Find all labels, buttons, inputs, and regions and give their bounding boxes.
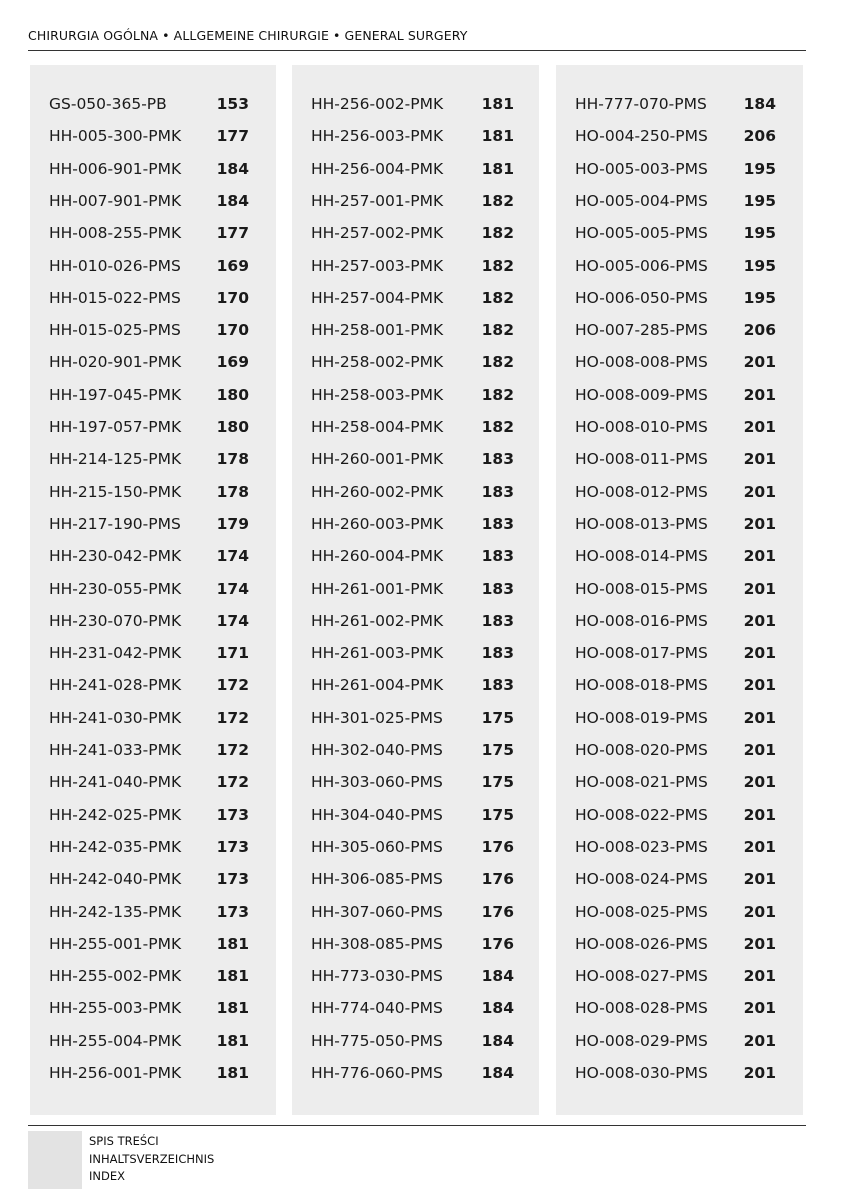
- index-entry: [556, 740, 803, 760]
- page-number: 182: [481, 418, 514, 436]
- page-number: 171: [216, 644, 249, 663]
- index-entry: [556, 579, 803, 599]
- index-entry: [556, 772, 803, 792]
- product-code: HH-261-004-PMK: [311, 676, 444, 695]
- product-code: HO-008-023-PMS: [575, 837, 708, 856]
- product-code: HO-008-016-PMS: [575, 611, 708, 630]
- index-entry: [556, 708, 803, 728]
- index-entry: [30, 998, 276, 1018]
- index-entry: [292, 675, 539, 695]
- product-code: HO-005-004-PMS: [575, 191, 708, 210]
- index-column-2: [292, 65, 539, 1115]
- index-entry: [556, 191, 803, 211]
- index-entry: [556, 417, 803, 437]
- index-entry: [30, 126, 276, 146]
- index-entry: [292, 998, 539, 1018]
- product-code: HH-256-002-PMK: [311, 95, 444, 113]
- page-number: 201: [743, 514, 776, 533]
- page-number: 170: [216, 321, 249, 340]
- index-entry: [292, 805, 539, 825]
- index-entry: [556, 449, 803, 469]
- product-code: HO-008-030-PMS: [575, 1064, 708, 1082]
- index-entry: [30, 772, 276, 792]
- product-code: HH-241-033-PMK: [49, 741, 182, 759]
- page-number: 201: [743, 934, 776, 953]
- product-code: HH-242-025-PMK: [49, 805, 182, 824]
- product-code: HH-258-001-PMK: [311, 321, 444, 340]
- product-code: HH-258-002-PMK: [311, 353, 444, 372]
- index-entry: [30, 320, 276, 340]
- index-entry: [30, 159, 276, 179]
- page-number: 175: [481, 805, 514, 824]
- product-code: GS-050-365-PB: [49, 95, 167, 113]
- index-entry: [30, 579, 276, 599]
- index-entry: [30, 902, 276, 922]
- index-entry: [30, 449, 276, 469]
- product-code: HH-773-030-PMS: [311, 967, 443, 986]
- header-divider: [28, 50, 806, 51]
- product-code: HO-008-025-PMS: [575, 902, 708, 921]
- product-code: HH-015-022-PMS: [49, 288, 181, 307]
- product-code: HO-008-027-PMS: [575, 967, 708, 986]
- product-code: HH-774-040-PMS: [311, 999, 443, 1018]
- product-code: HH-242-035-PMK: [49, 837, 182, 856]
- page-number: 184: [481, 967, 514, 986]
- page-number: 201: [743, 999, 776, 1018]
- product-code: HO-005-003-PMS: [575, 159, 708, 178]
- page-number: 177: [216, 127, 249, 146]
- product-code: HO-008-022-PMS: [575, 805, 708, 824]
- page-number: 169: [216, 256, 249, 275]
- page-number: 182: [481, 191, 514, 210]
- product-code: HH-010-026-PMS: [49, 256, 181, 275]
- product-code: HO-008-017-PMS: [575, 644, 708, 663]
- page-header: CHIRURGIA OGÓLNA • ALLGEMEINE CHIRURGIE • GENERAL SURGERY: [28, 28, 468, 43]
- index-entry: [556, 966, 803, 986]
- product-code: HO-008-019-PMS: [575, 708, 708, 727]
- product-code: HH-775-050-PMS: [311, 1031, 443, 1050]
- index-entry: [556, 1031, 803, 1051]
- index-entry: [556, 546, 803, 566]
- index-entry: [556, 675, 803, 695]
- page-number: 183: [481, 547, 514, 566]
- page-number: 180: [216, 418, 249, 436]
- index-entry: [292, 191, 539, 211]
- page-number: 172: [216, 708, 249, 727]
- page-number: 201: [743, 644, 776, 663]
- product-code: HH-261-002-PMK: [311, 611, 444, 630]
- product-code: HO-008-029-PMS: [575, 1031, 708, 1050]
- product-code: HH-255-002-PMK: [49, 967, 182, 986]
- index-entry: [556, 514, 803, 534]
- index-entry: [30, 191, 276, 211]
- product-code: HH-307-060-PMS: [311, 902, 443, 921]
- page-number: 201: [743, 870, 776, 889]
- page-number: 183: [481, 611, 514, 630]
- product-code: HH-303-060-PMS: [311, 773, 443, 792]
- page-number: 178: [216, 450, 249, 469]
- index-entry: [30, 352, 276, 372]
- page-number: 195: [743, 288, 776, 307]
- product-code: HO-005-005-PMS: [575, 224, 708, 243]
- page-number: 177: [216, 224, 249, 243]
- product-code: HH-261-003-PMK: [311, 644, 444, 663]
- page-number: 169: [216, 353, 249, 372]
- product-code: HH-255-001-PMK: [49, 934, 182, 953]
- page-number: 201: [743, 547, 776, 566]
- index-entry: [292, 740, 539, 760]
- index-entry: [292, 934, 539, 954]
- index-entry: [556, 998, 803, 1018]
- index-entry: [30, 740, 276, 760]
- index-entry: [556, 869, 803, 889]
- index-entry: [292, 579, 539, 599]
- index-entry: [556, 611, 803, 631]
- product-code: HH-241-030-PMK: [49, 708, 182, 727]
- index-entry: [30, 869, 276, 889]
- page-number: 181: [216, 1031, 249, 1050]
- page-number: 206: [743, 127, 776, 146]
- product-code: HH-258-003-PMK: [311, 385, 444, 404]
- page-number: 201: [743, 418, 776, 436]
- product-code: HH-005-300-PMK: [49, 127, 182, 146]
- index-entry: [292, 772, 539, 792]
- product-code: HO-008-020-PMS: [575, 741, 708, 759]
- product-code: HH-257-001-PMK: [311, 191, 444, 210]
- index-entry: [30, 708, 276, 728]
- index-entry: [292, 902, 539, 922]
- page-number: 201: [743, 450, 776, 469]
- index-entry: [556, 288, 803, 308]
- index-entry: [30, 934, 276, 954]
- page-number: 182: [481, 256, 514, 275]
- index-entry: [556, 126, 803, 146]
- product-code: HO-008-012-PMS: [575, 482, 708, 501]
- product-code: HH-230-042-PMK: [49, 547, 182, 566]
- product-code: HH-260-003-PMK: [311, 514, 444, 533]
- product-code: HO-005-006-PMS: [575, 256, 708, 275]
- page-number: 201: [743, 579, 776, 598]
- page-number: 201: [743, 1064, 776, 1082]
- page-number: 184: [481, 1064, 514, 1082]
- page-number: 201: [743, 676, 776, 695]
- page-number: 172: [216, 741, 249, 759]
- page-number: 181: [481, 159, 514, 178]
- index-entry: [292, 546, 539, 566]
- page-number: 181: [216, 967, 249, 986]
- product-code: HO-008-008-PMS: [575, 353, 708, 372]
- page-number: 201: [743, 741, 776, 759]
- product-code: HH-306-085-PMS: [311, 870, 443, 889]
- product-code: HO-008-021-PMS: [575, 773, 708, 792]
- page-number: 195: [743, 159, 776, 178]
- index-entry: [30, 256, 276, 276]
- page-number: 201: [743, 902, 776, 921]
- index-entry: [292, 837, 539, 857]
- index-column-1: [30, 65, 276, 1115]
- page-number: 173: [216, 837, 249, 856]
- product-code: HH-308-085-PMS: [311, 934, 443, 953]
- page-number: 174: [216, 611, 249, 630]
- index-entry: [556, 805, 803, 825]
- product-code: HH-261-001-PMK: [311, 579, 444, 598]
- page-number: 153: [216, 95, 249, 113]
- page-number: 195: [743, 191, 776, 210]
- index-entry: [556, 902, 803, 922]
- product-code: HH-260-001-PMK: [311, 450, 444, 469]
- index-entry: [30, 643, 276, 663]
- page-number: 182: [481, 353, 514, 372]
- index-entry: [292, 223, 539, 243]
- index-entry: [292, 1063, 539, 1083]
- product-code: HH-006-901-PMK: [49, 159, 182, 178]
- index-entry: [556, 159, 803, 179]
- page-number: 184: [743, 95, 776, 113]
- product-code: HH-255-003-PMK: [49, 999, 182, 1018]
- product-code: HH-258-004-PMK: [311, 418, 444, 436]
- page-number: 201: [743, 708, 776, 727]
- page-number: 176: [481, 870, 514, 889]
- index-entry: [292, 708, 539, 728]
- product-code: HH-231-042-PMK: [49, 644, 182, 663]
- footer-line-de: INHALTSVERZEICHNIS: [89, 1151, 215, 1166]
- page-number: 183: [481, 579, 514, 598]
- product-code: HH-197-057-PMK: [49, 418, 182, 436]
- page-number: 181: [481, 127, 514, 146]
- index-entry: [30, 417, 276, 437]
- index-entry: [30, 805, 276, 825]
- index-entry: [30, 966, 276, 986]
- index-entry: [556, 94, 803, 114]
- product-code: HH-255-004-PMK: [49, 1031, 182, 1050]
- page-number: 201: [743, 967, 776, 986]
- index-entry: [556, 320, 803, 340]
- footer-divider: [28, 1125, 806, 1126]
- page-number: 201: [743, 353, 776, 372]
- page-number: 181: [216, 999, 249, 1018]
- page-number: 176: [481, 934, 514, 953]
- product-code: HH-214-125-PMK: [49, 450, 182, 469]
- page-number: 181: [216, 934, 249, 953]
- index-entry: [292, 320, 539, 340]
- product-code: HO-008-024-PMS: [575, 870, 708, 889]
- product-code: HH-305-060-PMS: [311, 837, 443, 856]
- page-number: 201: [743, 837, 776, 856]
- product-code: HH-260-004-PMK: [311, 547, 444, 566]
- index-entry: [292, 482, 539, 502]
- product-code: HO-008-009-PMS: [575, 385, 708, 404]
- index-entry: [292, 385, 539, 405]
- product-code: HO-006-050-PMS: [575, 288, 708, 307]
- product-code: HO-008-013-PMS: [575, 514, 708, 533]
- product-code: HH-776-060-PMS: [311, 1064, 443, 1082]
- index-column-3: [556, 65, 803, 1115]
- product-code: HH-777-070-PMS: [575, 95, 707, 113]
- index-entry: [30, 611, 276, 631]
- page-number: 179: [216, 514, 249, 533]
- page-number: 174: [216, 579, 249, 598]
- page-number: 195: [743, 256, 776, 275]
- product-code: HH-007-901-PMK: [49, 191, 182, 210]
- product-code: HO-008-011-PMS: [575, 450, 708, 469]
- product-code: HH-256-001-PMK: [49, 1064, 182, 1082]
- index-entry: [292, 256, 539, 276]
- product-code: HH-008-255-PMK: [49, 224, 182, 243]
- page-number: 201: [743, 805, 776, 824]
- index-entry: [30, 385, 276, 405]
- product-code: HO-007-285-PMS: [575, 321, 708, 340]
- index-entry: [292, 966, 539, 986]
- index-entry: [556, 1063, 803, 1083]
- page-number: 180: [216, 385, 249, 404]
- page-number: 183: [481, 450, 514, 469]
- page-number: 201: [743, 611, 776, 630]
- index-entry: [30, 1063, 276, 1083]
- page-number: 183: [481, 514, 514, 533]
- index-entry: [30, 837, 276, 857]
- product-code: HH-260-002-PMK: [311, 482, 444, 501]
- product-code: HH-217-190-PMS: [49, 514, 181, 533]
- product-code: HO-008-015-PMS: [575, 579, 708, 598]
- footer-tab-marker: [28, 1131, 82, 1189]
- product-code: HO-008-014-PMS: [575, 547, 708, 566]
- page-number: 201: [743, 1031, 776, 1050]
- index-entry: [30, 482, 276, 502]
- page-number: 176: [481, 837, 514, 856]
- product-code: HO-008-010-PMS: [575, 418, 708, 436]
- page-number: 173: [216, 870, 249, 889]
- page-number: 195: [743, 224, 776, 243]
- product-code: HO-004-250-PMS: [575, 127, 708, 146]
- index-entry: [556, 482, 803, 502]
- page-number: 206: [743, 321, 776, 340]
- page-number: 183: [481, 676, 514, 695]
- page-number: 201: [743, 482, 776, 501]
- index-entry: [292, 159, 539, 179]
- index-entry: [30, 514, 276, 534]
- product-code: HH-302-040-PMS: [311, 741, 443, 759]
- page-number: 172: [216, 773, 249, 792]
- page-number: 182: [481, 224, 514, 243]
- product-code: HO-008-028-PMS: [575, 999, 708, 1018]
- page-number: 173: [216, 805, 249, 824]
- page-number: 176: [481, 902, 514, 921]
- index-entry: [30, 223, 276, 243]
- index-entry: [556, 256, 803, 276]
- footer-line-en: INDEX: [89, 1169, 125, 1183]
- index-entry: [30, 94, 276, 114]
- page-number: 183: [481, 482, 514, 501]
- page-number: 175: [481, 708, 514, 727]
- index-entry: [292, 869, 539, 889]
- index-entry: [292, 352, 539, 372]
- product-code: HH-257-004-PMK: [311, 288, 444, 307]
- index-entry: [30, 1031, 276, 1051]
- footer-line-pl: SPIS TREŚCI: [89, 1134, 159, 1148]
- page-number: 184: [216, 159, 249, 178]
- product-code: HH-230-070-PMK: [49, 611, 182, 630]
- page-number: 201: [743, 773, 776, 792]
- product-code: HO-008-026-PMS: [575, 934, 708, 953]
- product-code: HH-242-135-PMK: [49, 902, 182, 921]
- page-number: 175: [481, 741, 514, 759]
- product-code: HH-242-040-PMK: [49, 870, 182, 889]
- index-entry: [292, 643, 539, 663]
- index-entry: [292, 449, 539, 469]
- product-code: HH-256-003-PMK: [311, 127, 444, 146]
- page-number: 172: [216, 676, 249, 695]
- page-number: 181: [481, 95, 514, 113]
- product-code: HH-230-055-PMK: [49, 579, 182, 598]
- product-code: HH-020-901-PMK: [49, 353, 182, 372]
- page-number: 183: [481, 644, 514, 663]
- product-code: HO-008-018-PMS: [575, 676, 708, 695]
- index-entry: [556, 934, 803, 954]
- page-number: 201: [743, 385, 776, 404]
- index-entry: [292, 288, 539, 308]
- page-number: 170: [216, 288, 249, 307]
- page-number: 173: [216, 902, 249, 921]
- footer-section-label: [89, 1133, 214, 1186]
- page-number: 184: [481, 999, 514, 1018]
- page-number: 184: [481, 1031, 514, 1050]
- index-entry: [30, 675, 276, 695]
- page-number: 182: [481, 288, 514, 307]
- product-code: HH-257-003-PMK: [311, 256, 444, 275]
- product-code: HH-257-002-PMK: [311, 224, 444, 243]
- product-code: HH-241-040-PMK: [49, 773, 182, 792]
- page-number: 181: [216, 1064, 249, 1082]
- index-entry: [292, 94, 539, 114]
- index-entry: [556, 352, 803, 372]
- page-number: 184: [216, 191, 249, 210]
- page-number: 174: [216, 547, 249, 566]
- index-entry: [292, 514, 539, 534]
- page-number: 182: [481, 321, 514, 340]
- product-code: HH-197-045-PMK: [49, 385, 182, 404]
- index-entry: [556, 837, 803, 857]
- product-code: HH-241-028-PMK: [49, 676, 182, 695]
- index-entry: [292, 126, 539, 146]
- page-number: 182: [481, 385, 514, 404]
- product-code: HH-304-040-PMS: [311, 805, 443, 824]
- product-code: HH-256-004-PMK: [311, 159, 444, 178]
- page-number: 178: [216, 482, 249, 501]
- index-entry: [30, 546, 276, 566]
- index-entry: [556, 385, 803, 405]
- product-code: HH-301-025-PMS: [311, 708, 443, 727]
- product-code: HH-015-025-PMS: [49, 321, 181, 340]
- index-entry: [292, 1031, 539, 1051]
- index-entry: [556, 223, 803, 243]
- page-number: 175: [481, 773, 514, 792]
- index-entry: [292, 611, 539, 631]
- index-entry: [30, 288, 276, 308]
- index-entry: [292, 417, 539, 437]
- product-code: HH-215-150-PMK: [49, 482, 182, 501]
- index-entry: [556, 643, 803, 663]
